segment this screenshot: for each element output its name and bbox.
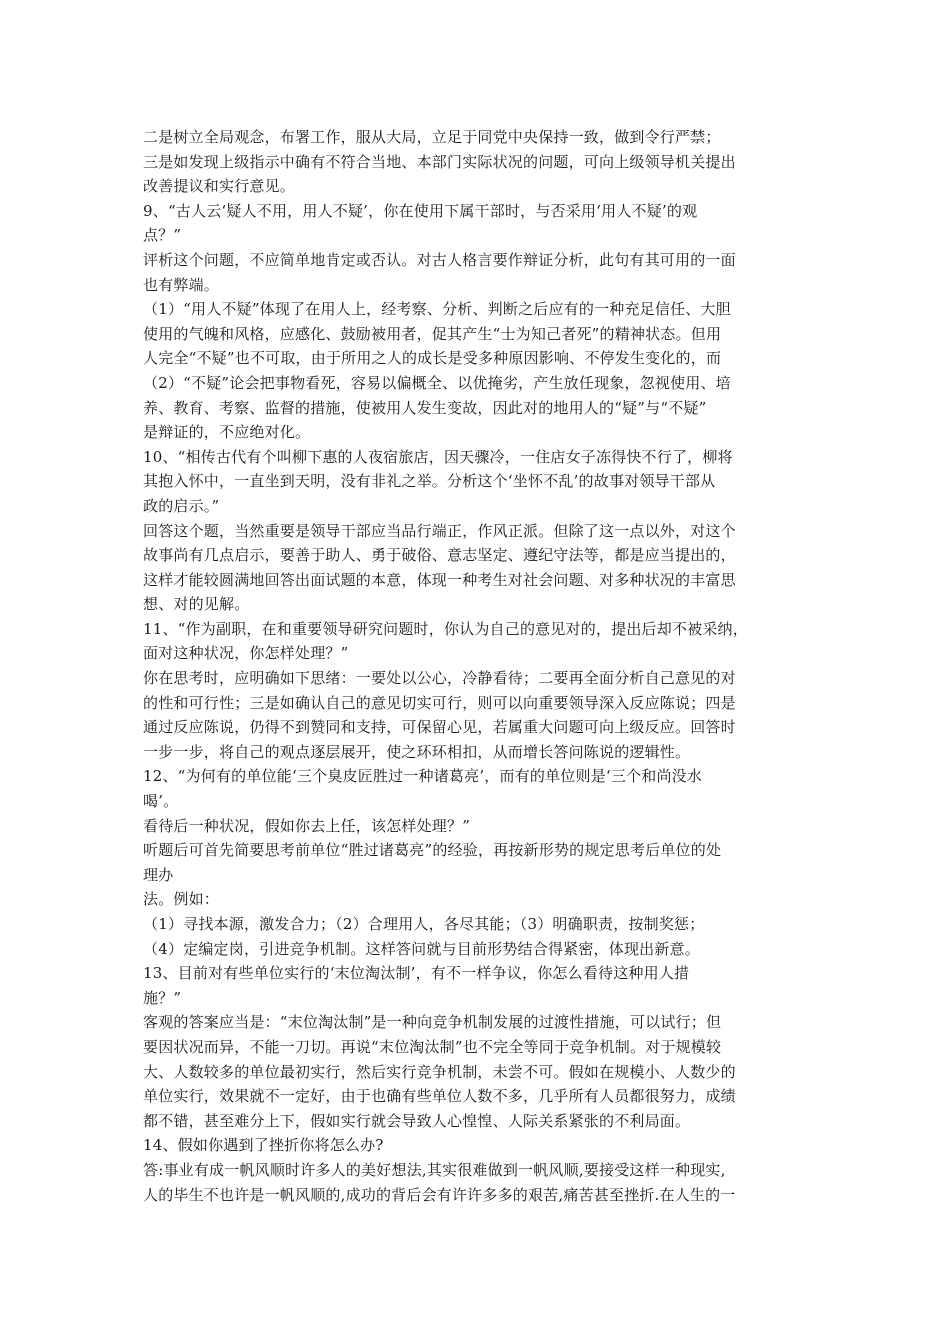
text-line: 喝’。 (143, 792, 179, 811)
text-line: 养、教育、考察、监督的措施，使被用人发生变故，因此对的地用人的“疑”与“不疑” (143, 398, 707, 417)
text-line: （1）寻找本源，激发合力；（2）合理用人，各尽其能；（3）明确职责，按制奖惩； (143, 915, 705, 933)
text-line: 施？” (143, 988, 182, 1007)
text-line: （2）“不疑”论会把事物看死，容易以偏概全、以优掩劣，产生放任现象，忽视使用、培 (143, 373, 731, 392)
text-line: 人完全“不疑”也不可取，由于所用之人的成长是受多种原因影响、不停发生变化的，而 (143, 349, 722, 368)
text-line: 想、对的见解。 (143, 595, 250, 614)
text-line: 12、“为何有的单位能‘三个臭皮匠胜过一种诸葛亮’，而有的单位则是‘三个和尚没水 (143, 767, 703, 786)
text-line: 听题后可首先简要思考前单位“胜过诸葛亮”的经验，再按新形势的规定思考后单位的处 (143, 841, 722, 860)
text-line: 看待后一种状况，假如你去上任，该怎样处理？” (143, 816, 471, 835)
text-line: 人的毕生不也许是一帆风顺的,成功的背后会有许许多多的艰苦,痛苦甚至挫折.在人生的一 (143, 1185, 736, 1204)
text-line: 通过反应陈说，仍得不到赞同和支持，可保留心见，若属重大问题可向上级反应。回答时 (143, 718, 736, 737)
text-line: （4）定编定岗，引进竞争机制。这样答问就与目前形势结合得紧密，体现出新意。 (143, 939, 700, 958)
text-line: 的性和可行性；三是如确认自己的意见切实可行，则可以向重要领导深入反应陈说；四是 (143, 693, 736, 712)
text-line: 大、人数较多的单位最初实行，然后实行竞争机制，未尝不可。假如在规模小、人数少的 (143, 1062, 736, 1081)
text-line: 点？” (143, 226, 182, 245)
text-line: 政的启示。” (143, 496, 220, 515)
text-line: 改善提议和实行意见。 (143, 177, 296, 196)
text-line: 13、目前对有些单位实行的‘末位淘汰制’，有不一样争议，你怎么看待这种用人措 (143, 964, 690, 983)
text-line: 法。例如： (143, 890, 220, 909)
text-line: 评析这个问题，不应简单地肯定或否认。对古人格言要作辩证分析，此句有其可用的一面 (143, 250, 736, 269)
text-line: 客观的答案应当是：“末位淘汰制”是一种向竞争机制发展的过渡性措施，可以试行；但 (143, 1013, 722, 1032)
text-line: 9、“古人云‘疑人不用，用人不疑’，你在使用下属干部时，与否采用‘用人不疑’的观 (143, 201, 698, 220)
text-line: 答:事业有成一帆风顺时许多人的美好想法,其实很难做到一帆风顺,要接受这样一种现实, (143, 1160, 726, 1179)
text-line: 也有弊端。 (143, 275, 220, 294)
text-line: 10、“相传古代有个叫柳下惠的人夜宿旅店，因天骤冷，一住店女子冻得快不行了，柳将 (143, 447, 733, 466)
text-line: 14、假如你遇到了挫折你将怎么办? (143, 1136, 384, 1155)
text-line: 面对这种状况，你怎样处理？” (143, 644, 349, 663)
text-line: 是辩证的，不应绝对化。 (143, 423, 311, 442)
text-line: 三是如发现上级指示中确有不符合当地、本部门实际状况的问题，可向上级领导机关提出 (143, 152, 736, 171)
text-line: 单位实行，效果就不一定好，由于也确有些单位人数不多，几乎所有人员都很努力，成绩 (143, 1087, 736, 1106)
text-line: （1）“用人不疑”体现了在用人上，经考察、分析、判断之后应有的一种充足信任、大胆 (143, 300, 731, 319)
text-line: 理办 (143, 865, 174, 884)
text-line: 11、“作为副职，在和重要领导研究问题时，你认为自己的意见对的，提出后却不被采纳， (143, 619, 748, 638)
text-line: 回答这个题，当然重要是领导干部应当品行端正，作风正派。但除了这一点以外，对这个 (143, 521, 736, 540)
text-line: 一步一步，将自己的观点逐层展开，使之环环相扣，从而增长答问陈说的逻辑性。 (143, 742, 691, 761)
text-line: 这样才能较圆满地回答出面试题的本意，体现一种考生对社会问题、对多种状况的丰富思 (143, 570, 736, 589)
text-line: 其抱入怀中，一直坐到天明，没有非礼之举。分析这个‘坐怀不乱’的故事对领导干部从 (143, 472, 716, 491)
text-line: 使用的气魄和风格，应感化、鼓励被用者，促其产生“士为知己者死”的精神状态。但用 (143, 324, 722, 343)
text-line: 都不错，甚至难分上下，假如实行就会导致人心惶惶、人际关系紧张的不利局面。 (143, 1111, 691, 1130)
text-line: 故事尚有几点启示，要善于助人、勇于破俗、意志坚定、遵纪守法等，都是应当提出的， (143, 546, 736, 565)
text-line: 二是树立全局观念，布署工作，服从大局，立足于同党中央保持一致，做到令行严禁； (143, 128, 721, 146)
text-line: 要因状况而异，不能一刀切。再说“末位淘汰制”也不完全等同于竞争机制。对于规模较 (143, 1037, 722, 1056)
text-line: 你在思考时，应明确如下思绪：一要处以公心，冷静看待；二要再全面分析自己意见的对 (143, 669, 736, 688)
document-body (143, 125, 813, 1207)
